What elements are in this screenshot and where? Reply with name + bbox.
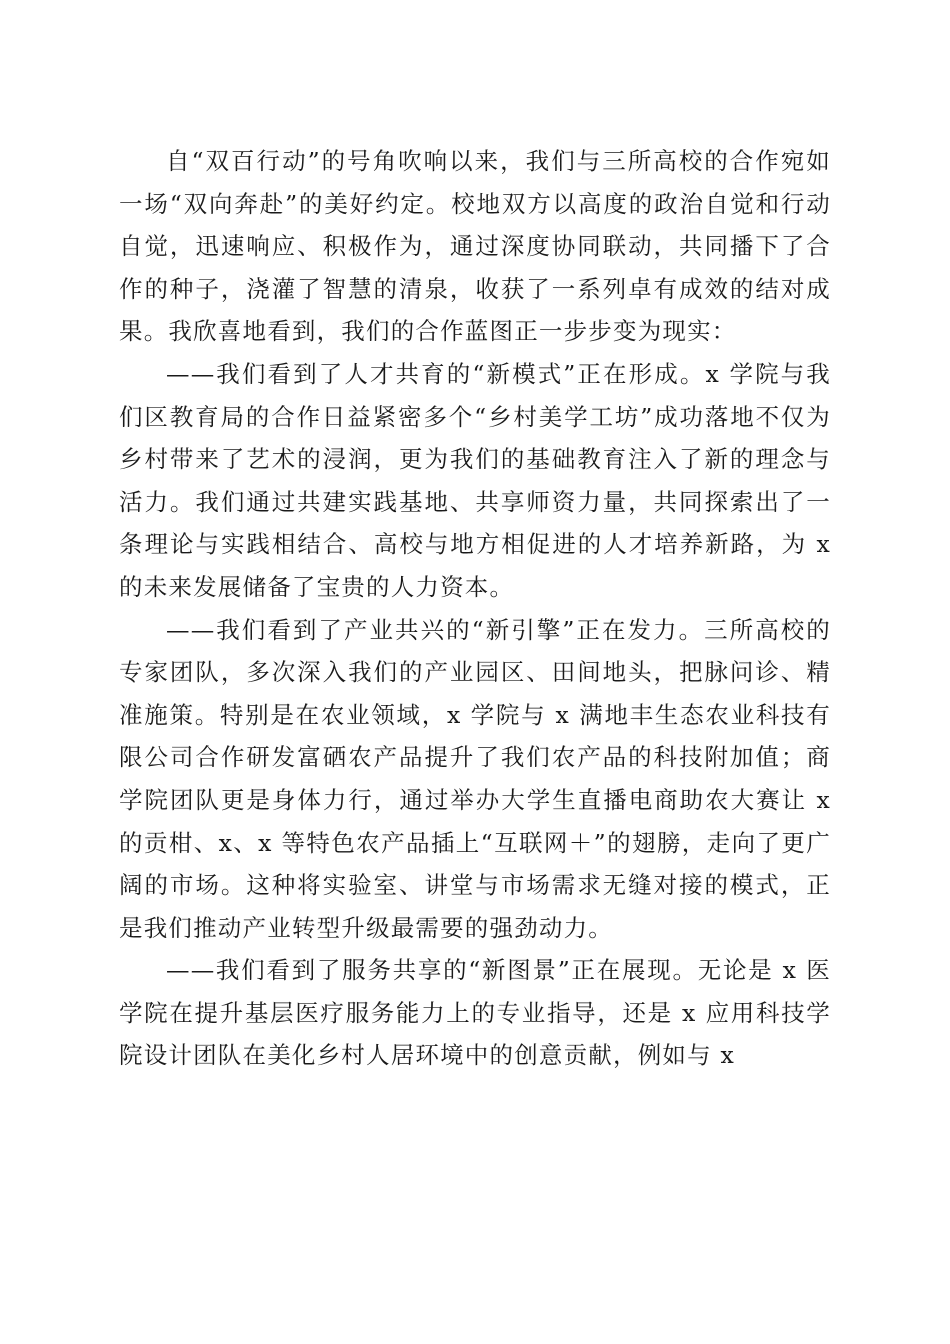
paragraph-service: ——我们看到了服务共享的“新图景”正在展现。无论是 x 医学院在提升基层医疗服务能力上的专业指导，还是 x 应用科技学院设计团队在美化乡村人居环境中的创意贡献，例如与 x [119, 956, 831, 1070]
document-body [119, 140, 831, 1077]
paragraph-intro: 自“双百行动”的号角吹响以来，我们与三所高校的合作宛如一场“双向奔赴”的美好约定。校地双方以高度的政治自觉和行动自觉，迅速响应、积极作为，通过深度协同联动，共同播下了合作的种子，浇灌了智慧的清泉，收获了一系列卓有成效的结对成果。我欣喜地看到，我们的合作蓝图正一步步变为现实： [119, 147, 831, 346]
paragraph-industry: ——我们看到了产业共兴的“新引擎”正在发力。三所高校的专家团队，多次深入我们的产业园区、田间地头，把脉问诊、精准施策。特别是在农业领域，x 学院与 x 满地丰生态农业科技有限公司合作研发富硒农产品提升了我们农产品的科技附加值；商学院团队更是身体力行，通过举办大学生直播电商助农大赛让 x 的贡柑、x、x 等特色农产品插上“互联网＋”的翅膀，走向了更广阔的市场。这种将实验室、讲堂与市场需求无缝对接的模式，正是我们推动产业转型升级最需要的强劲动力。 [119, 615, 831, 942]
paragraph-talent: ——我们看到了人才共育的“新模式”正在形成。x 学院与我们区教育局的合作日益紧密多个“乡村美学工坊”成功落地不仅为乡村带来了艺术的浸润，更为我们的基础教育注入了新的理念与活力。我们通过共建实践基地、共享师资力量，共同探索出了一条理论与实践相结合、高校与地方相促进的人才培养新路，为 x 的未来发展储备了宝贵的人力资本。 [119, 359, 831, 601]
